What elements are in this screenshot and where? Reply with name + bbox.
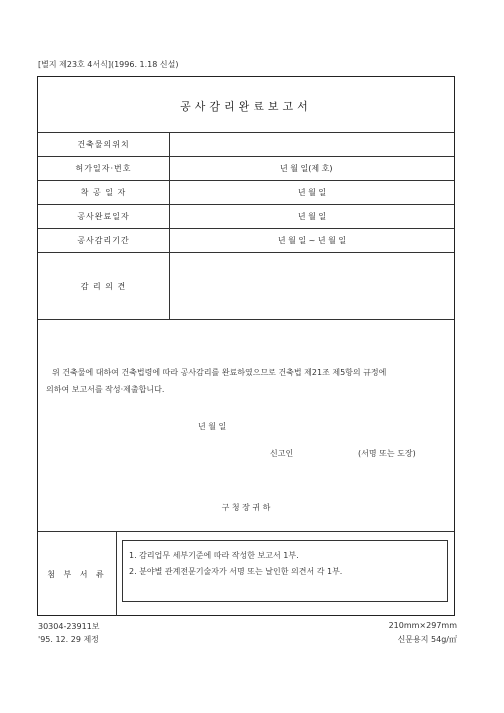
attachments-label: 첨 부 서 류 bbox=[38, 532, 117, 616]
row-label: 공사완료일자 bbox=[38, 205, 170, 229]
form-header: [별지 제23호 4서식](1996. 1.18 신설) bbox=[38, 60, 179, 69]
table-row bbox=[38, 181, 454, 205]
info-table bbox=[38, 132, 454, 320]
building-location-field[interactable] bbox=[170, 133, 455, 157]
table-row bbox=[38, 133, 454, 157]
table-row bbox=[38, 157, 454, 181]
reporter-label: 신고인 bbox=[270, 449, 294, 458]
construction-complete-date-field[interactable]: 년 월 일 bbox=[170, 205, 455, 229]
enactment-date: '95. 12. 29 제정 bbox=[38, 635, 99, 644]
statement-line: 위 건축물에 대하여 건축법령에 따라 공사감리를 완료하였으므로 건축법 제21조 제5항의 규정에 bbox=[52, 368, 387, 377]
attachments-section bbox=[38, 531, 454, 616]
form-code: 30304-23911보 bbox=[38, 622, 100, 631]
paper-size: 210mm×297mm bbox=[388, 621, 457, 630]
row-label: 착 공 일 자 bbox=[38, 181, 170, 205]
row-label: 공사감리기간 bbox=[38, 229, 170, 253]
table-row bbox=[38, 205, 454, 229]
recipient: 구 청 장 귀 하 bbox=[221, 503, 271, 512]
submission-date: 년 월 일 bbox=[198, 422, 227, 431]
supervision-period-field[interactable]: 년 월 일 ~ 년 월 일 bbox=[170, 229, 455, 253]
supervision-opinion-field[interactable] bbox=[170, 253, 455, 320]
table-row bbox=[38, 229, 454, 253]
statement-line: 의하여 보고서를 작성·제출합니다. bbox=[46, 385, 165, 394]
construction-start-date-field[interactable]: 년 월 일 bbox=[170, 181, 455, 205]
row-label: 건축물의위치 bbox=[38, 133, 170, 157]
attachment-item: 2. 분야별 관계전문기술자가 서명 또는 날인한 의견서 각 1부. bbox=[129, 567, 343, 576]
permit-date-number-field[interactable]: 년 월 일(제 호) bbox=[170, 157, 455, 181]
table-row bbox=[38, 253, 454, 320]
attachment-item: 1. 감리업무 세부기준에 따라 작성한 보고서 1부. bbox=[129, 551, 299, 560]
form-title: 공사감리완료보고서 bbox=[180, 100, 312, 113]
report-form bbox=[37, 76, 455, 616]
attachments-box bbox=[122, 540, 448, 602]
row-label: 감 리 의 견 bbox=[38, 253, 170, 320]
row-label: 허가일자·번호 bbox=[38, 157, 170, 181]
statement-text bbox=[46, 364, 451, 398]
signature-note: (서명 또는 도장) bbox=[358, 449, 416, 458]
paper-type: 신문용지 54g/㎡ bbox=[397, 635, 457, 644]
